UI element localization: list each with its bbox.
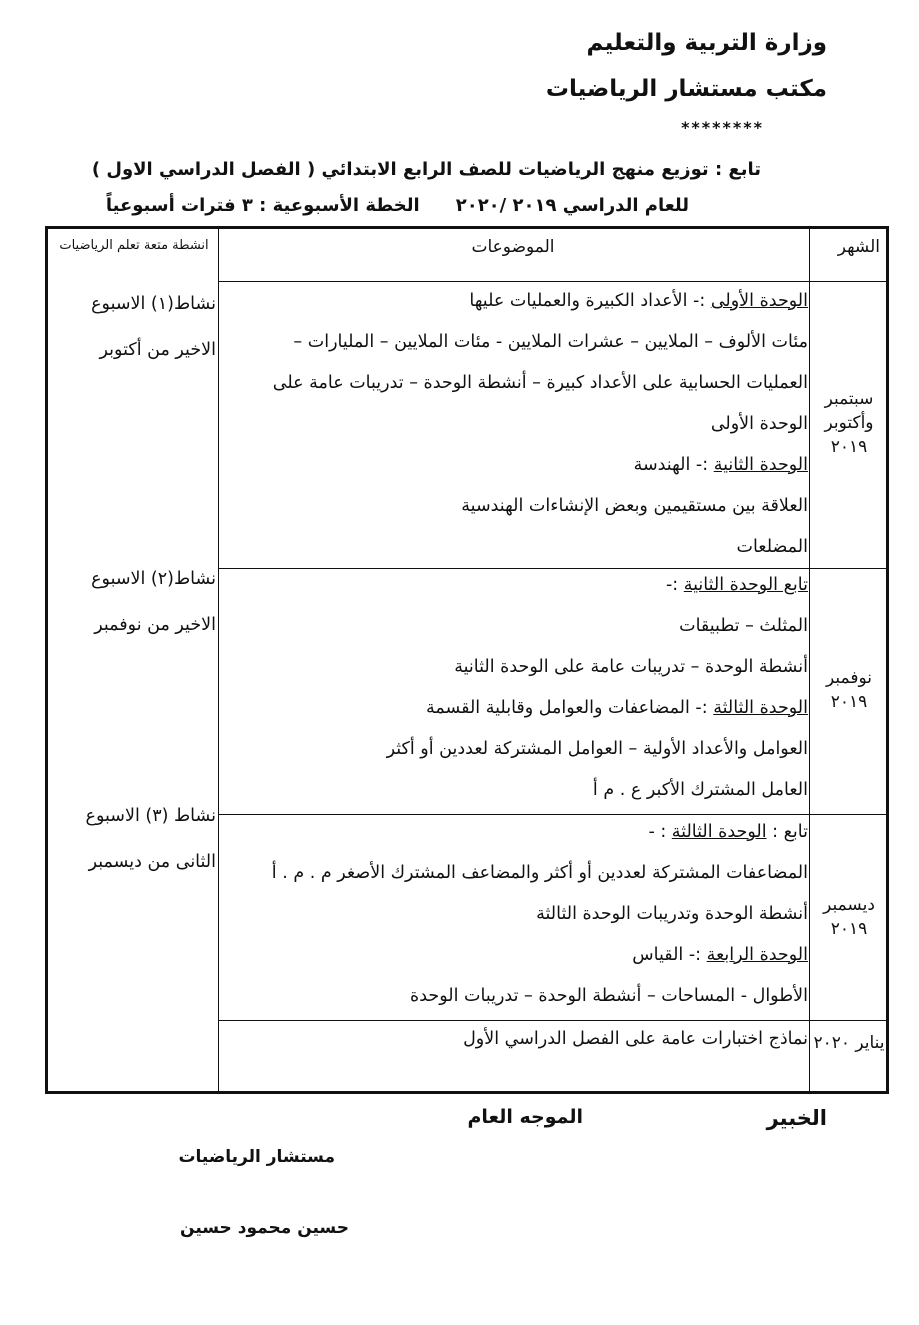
topic-line xyxy=(224,445,808,486)
signature-expert: الخبير xyxy=(766,1106,827,1130)
unit-heading: الوحدة الثالثة xyxy=(713,698,808,718)
column-divider xyxy=(809,229,810,1091)
topic-line xyxy=(224,935,808,976)
unit-heading: الوحدة الثالثة xyxy=(671,822,767,842)
document-subtitle xyxy=(106,195,689,216)
column-divider xyxy=(218,229,219,1091)
row-topics-3 xyxy=(224,812,808,1017)
header-month: الشهر xyxy=(837,237,880,257)
signature-name: حسين محمود حسين xyxy=(180,1218,349,1238)
activity-cell: نشاط(٢) الاسبوع الاخير من نوفمبر xyxy=(91,569,216,635)
topic-text: :- الهندسة xyxy=(633,455,714,475)
month-cell: سبتمبر وأكتوبر ٢٠١٩ xyxy=(824,389,874,457)
month-cell: ديسمبر ٢٠١٩ xyxy=(823,895,875,939)
academic-year: للعام الدراسي ٢٠١٩ /٢٠٢٠ xyxy=(455,195,689,216)
topic-line: العوامل والأعداد الأولية – العوامل المشتركة لعددين أو أكثر xyxy=(386,739,808,759)
header-activities: انشطة متعة تعلم الرياضيات xyxy=(59,238,209,253)
topic-text: :- المضاعفات والعوامل وقابلية القسمة xyxy=(426,698,714,718)
weekly-plan: الخطة الأسبوعية : ٣ فترات أسبوعياً xyxy=(105,195,420,216)
topic-text: :- القياس xyxy=(632,945,707,965)
topic-line: المضلعات xyxy=(736,537,808,557)
unit-heading: تابع الوحدة الثانية xyxy=(683,575,808,595)
activity-cell: نشاط(١) الاسبوع الاخير من أكتوبر xyxy=(91,294,216,360)
activity-cell: نشاط (٣) الاسبوع الثانى من ديسمبر xyxy=(85,806,216,872)
office-name: مكتب مستشار الرياضيات xyxy=(545,76,827,102)
header-topics: الموضوعات xyxy=(471,237,555,257)
topic-line xyxy=(224,688,808,729)
stars-separator: ******** xyxy=(681,118,764,137)
row-topics-2 xyxy=(224,565,808,811)
topic-line xyxy=(224,281,808,322)
topic-line: العلاقة بين مستقيمين وبعض الإنشاءات الهندسية xyxy=(461,496,808,516)
signature-supervisor: الموجه العام xyxy=(467,1106,583,1128)
ministry-name: وزارة التربية والتعليم xyxy=(586,30,827,56)
topic-text: : - xyxy=(648,822,672,842)
topic-line: نماذج اختبارات عامة على الفصل الدراسي الأول xyxy=(463,1029,808,1049)
topic-text: تابع : xyxy=(766,822,808,842)
document-title: تابع : توزيع منهج الرياضيات للصف الرابع الابتدائي ( الفصل الدراسي الاول ) xyxy=(91,159,761,180)
unit-heading: الوحدة الرابعة xyxy=(706,945,808,965)
curriculum-table xyxy=(45,226,889,1094)
topic-line: أنشطة الوحدة – تدريبات عامة على الوحدة الثانية xyxy=(454,657,808,677)
topic-line: الوحدة الأولى xyxy=(710,414,808,434)
row-topics-4 xyxy=(224,1019,808,1060)
signature-consultant: مستشار الرياضيات xyxy=(178,1147,335,1167)
topic-line: المضاعفات المشتركة لعددين أو أكثر والمضاعف المشترك الأصغر م . م . أ xyxy=(271,863,808,883)
topic-line: المثلث – تطبيقات xyxy=(679,616,808,636)
row-topics-1 xyxy=(224,281,808,568)
unit-heading: الوحدة الثانية xyxy=(713,455,808,475)
topic-line xyxy=(224,565,808,606)
topic-text: :- xyxy=(665,575,684,595)
month-cell: نوفمبر ٢٠١٩ xyxy=(826,668,872,712)
topic-line: العمليات الحسابية على الأعداد كبيرة – أنشطة الوحدة – تدريبات عامة على xyxy=(272,373,808,393)
topic-line: العامل المشترك الأكبر ع . م أ xyxy=(592,780,808,800)
topic-line: الأطوال - المساحات – أنشطة الوحدة – تدريبات الوحدة xyxy=(410,986,808,1006)
month-cell: يناير ٢٠٢٠ xyxy=(813,1033,885,1053)
topic-text: :- الأعداد الكبيرة والعمليات عليها xyxy=(469,291,711,311)
topic-line xyxy=(224,812,808,853)
topic-line: مئات الألوف – الملايين – عشرات الملايين - مئات الملايين – المليارات – xyxy=(293,332,808,352)
unit-heading: الوحدة الأولى xyxy=(710,291,808,311)
topic-line: أنشطة الوحدة وتدريبات الوحدة الثالثة xyxy=(536,904,808,924)
